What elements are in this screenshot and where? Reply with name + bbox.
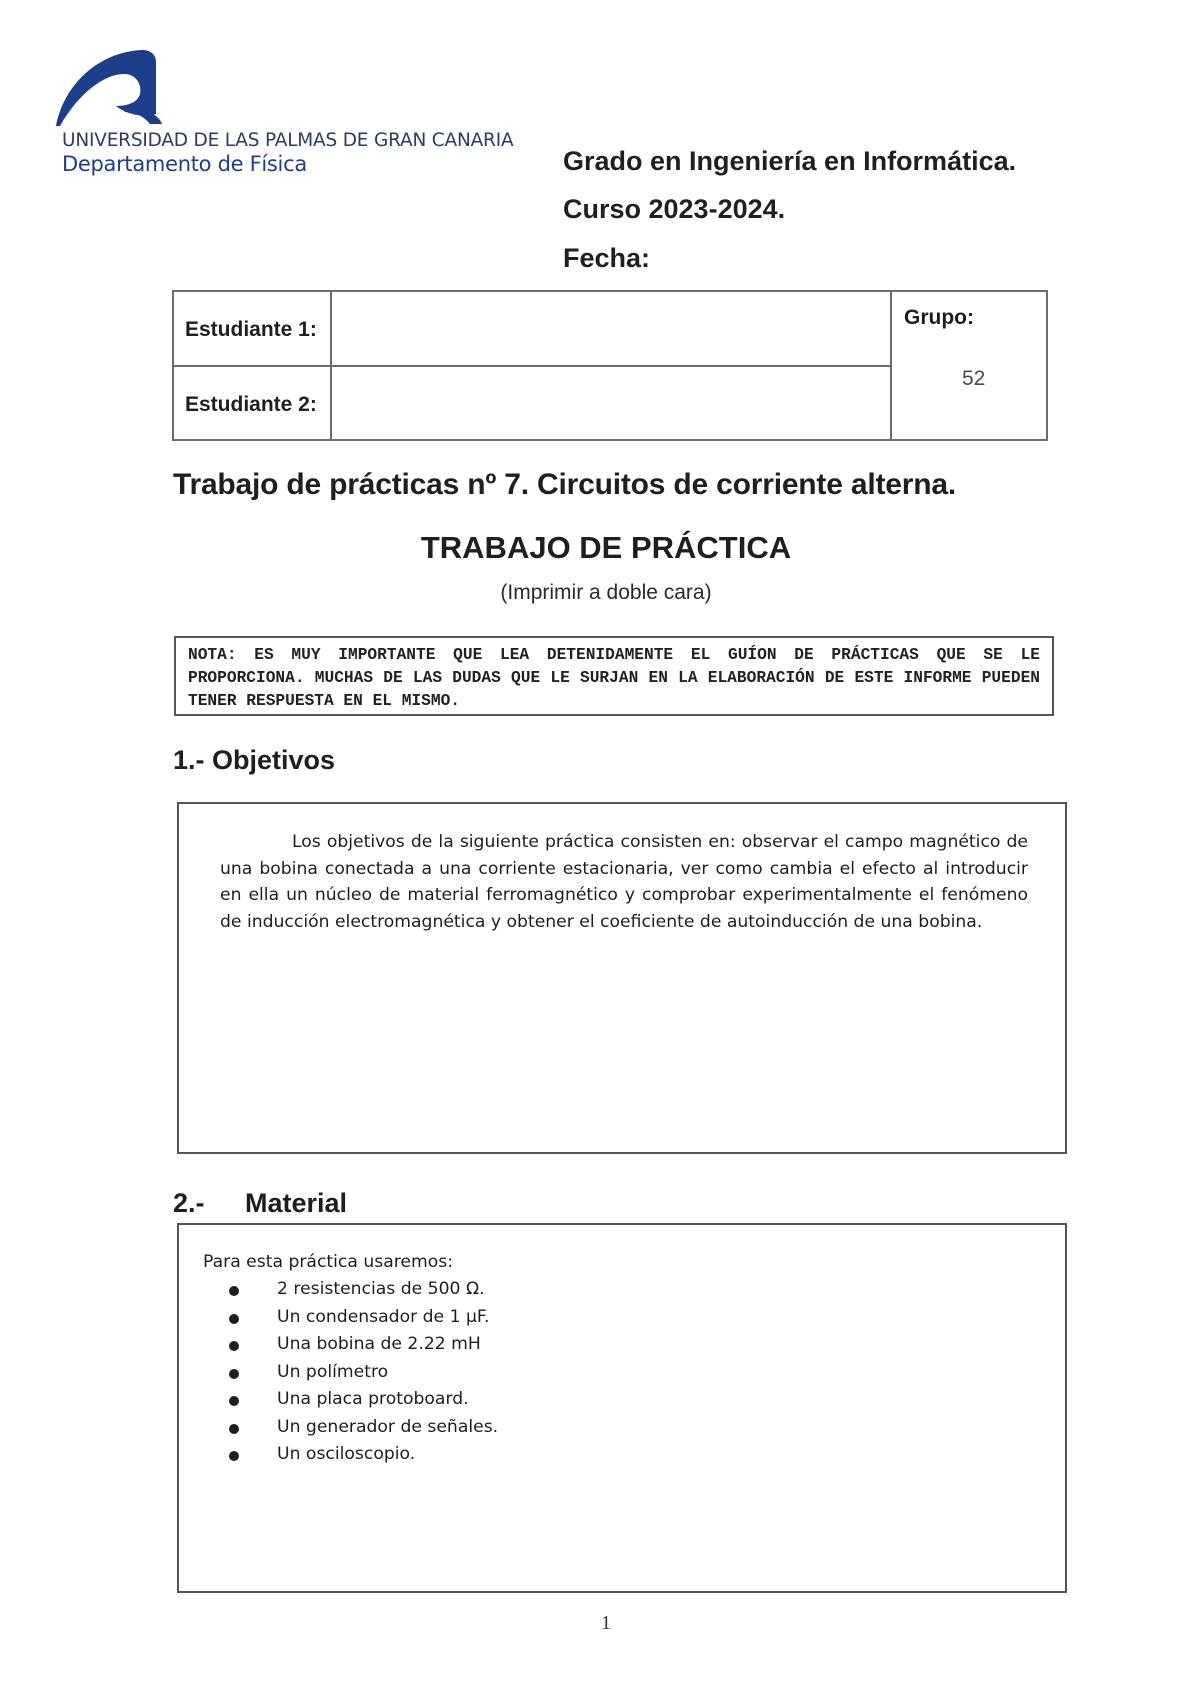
bullet-icon — [229, 1314, 239, 1324]
material-intro: Para esta práctica usaremos: — [203, 1252, 454, 1272]
group-label: Grupo: — [904, 306, 974, 329]
nota-box: NOTA: ES MUY IMPORTANTE QUE LEA DETENIDAMENTE EL GUÍON DE PRÁCTICAS QUE SE LE PROPORCIONA. MUCHAS DE LAS DUDAS QUE LE SURJAN EN LA ELABORACIÓN DE ESTE INFORME PUEDEN TENER RESPUESTA EN EL MISMO. — [174, 636, 1054, 716]
objectives-box — [177, 802, 1067, 1154]
bullet-icon — [229, 1369, 239, 1379]
bullet-icon — [229, 1396, 239, 1406]
university-logo — [54, 44, 514, 184]
section-2-number: 2.- — [173, 1188, 205, 1218]
section-1-heading: 1.- Objetivos — [173, 745, 336, 775]
section-2-heading: Material — [245, 1188, 348, 1218]
bullet-icon — [229, 1451, 239, 1461]
degree-title: Grado en Ingeniería en Informática. — [563, 146, 1017, 176]
course-year: Curso 2023-2024. — [563, 194, 786, 224]
group-value: 52 — [962, 367, 986, 390]
bullet-icon — [229, 1286, 239, 1296]
list-item-text: Un osciloscopio. — [277, 1444, 416, 1464]
objectives-text: Los objetivos de la siguiente práctica consisten en: observar el campo magnético de una bobina conectada a una corriente estacionaria, ver como cambia el efecto al introducir en ella un núcleo de material ferromagnético y comprobar experimentalmente el fenómeno de inducción electromagnética y obtener el coeficiente de autoinducción de una bobina. — [220, 832, 1028, 932]
list-item-text: Una bobina de 2.22 mH — [277, 1334, 481, 1354]
list-item-text: Un generador de señales. — [277, 1416, 499, 1437]
department-name: Departamento de Física — [62, 152, 307, 176]
bullet-icon — [229, 1424, 239, 1434]
student-1-label: Estudiante 1: — [185, 318, 317, 341]
material-box — [177, 1223, 1067, 1593]
list-item-text: Un condensador de 1 μF. — [277, 1306, 490, 1327]
print-note: (Imprimir a doble cara) — [500, 581, 712, 604]
date-label: Fecha: — [563, 243, 651, 273]
list-item-text: Un polímetro — [277, 1361, 389, 1382]
page-number: 1 — [601, 1612, 611, 1634]
university-name: UNIVERSIDAD DE LAS PALMAS DE GRAN CANARIA — [62, 130, 514, 151]
list-item-text: Una placa protoboard. — [277, 1389, 469, 1409]
practice-subtitle: TRABAJO DE PRÁCTICA — [420, 530, 792, 565]
bullet-icon — [229, 1341, 239, 1351]
student-2-label: Estudiante 2: — [185, 393, 317, 416]
list-item-text: 2 resistencias de 500 Ω. — [277, 1279, 485, 1299]
table-divider — [174, 365, 892, 367]
student-table — [172, 290, 1048, 441]
ulpgc-emblem-icon — [54, 44, 164, 130]
practice-title: Trabajo de prácticas nº 7. Circuitos de corriente alterna. — [173, 468, 956, 501]
